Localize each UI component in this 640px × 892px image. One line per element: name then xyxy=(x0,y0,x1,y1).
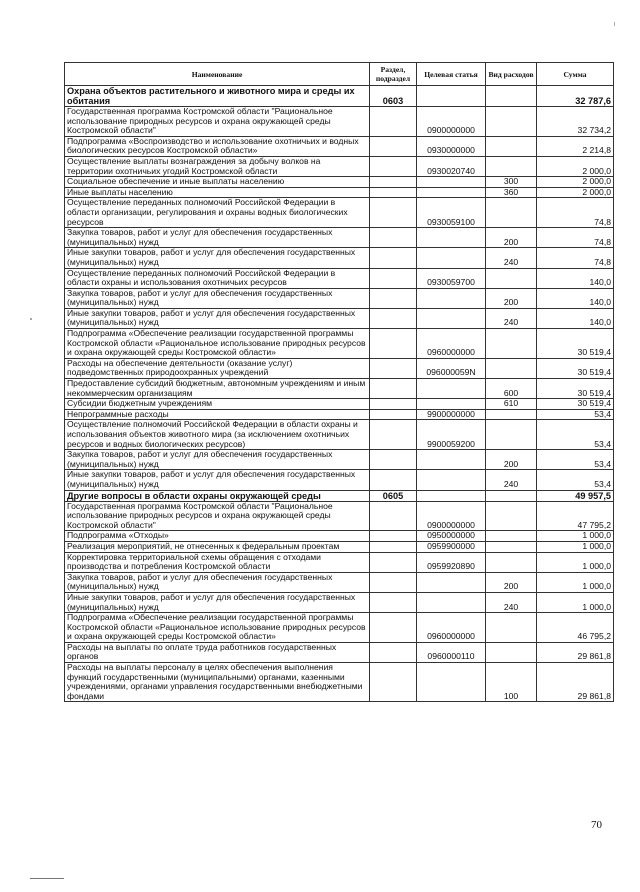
cell-name: Осуществление переданных полномочий Российской Федерации в области охраны и использования охотничьих ресурсов xyxy=(65,268,370,288)
cell-name: Осуществление полномочий Российской Федерации в области охраны и использования объектов животного мира (за исключением охотничьих ресурсов и водных биологических ресурсов) xyxy=(65,420,370,450)
cell-target: 0959900000 xyxy=(417,541,486,552)
cell-exp-type: 600 xyxy=(486,379,537,399)
cell-target xyxy=(417,470,486,490)
cell-name: Осуществление выплаты вознаграждения за добычу волков на территории охотничьих угодий Костромской области xyxy=(65,156,370,176)
table-row xyxy=(65,228,614,248)
table-row xyxy=(65,198,614,228)
cell-section xyxy=(370,198,417,228)
cell-target xyxy=(417,86,486,107)
table-row xyxy=(65,308,614,328)
cell-target: 0960000000 xyxy=(417,613,486,643)
table-row xyxy=(65,399,614,410)
cell-name: Подпрограмма «Воспроизводство и использование охотничьих и водных биологических ресурсов Костромской области» xyxy=(65,136,370,156)
table-row xyxy=(65,107,614,137)
cell-name: Социальное обеспечение и иные выплаты населению xyxy=(65,177,370,188)
cell-exp-type xyxy=(486,490,537,501)
table-row xyxy=(65,358,614,378)
cell-name: Подпрограмма «Обеспечение реализации государственной программы Костромской области «Рациональное использование природных ресурсов и охрана окружающей среды Костромской области» xyxy=(65,329,370,359)
header-sum: Сумма xyxy=(537,63,614,86)
scan-speck xyxy=(30,318,32,320)
table-row xyxy=(65,268,614,288)
cell-target: 9900000000 xyxy=(417,409,486,420)
cell-exp-type xyxy=(486,86,537,107)
cell-exp-type xyxy=(486,198,537,228)
cell-name: Другие вопросы в области охраны окружающей среды xyxy=(65,490,370,501)
cell-target: 0930059100 xyxy=(417,198,486,228)
table-row xyxy=(65,329,614,359)
header-section: Раздел, подраздел xyxy=(370,63,417,86)
cell-section xyxy=(370,358,417,378)
cell-target: 0930000000 xyxy=(417,136,486,156)
cell-exp-type xyxy=(486,136,537,156)
cell-exp-type xyxy=(486,642,537,662)
cell-name: Реализация мероприятий, не отнесенных к федеральным проектам xyxy=(65,541,370,552)
cell-name: Иные закупки товаров, работ и услуг для обеспечения государственных (муниципальных) нужд xyxy=(65,592,370,612)
cell-exp-type: 240 xyxy=(486,470,537,490)
table-body xyxy=(65,86,614,702)
cell-target: 0950000000 xyxy=(417,531,486,542)
cell-exp-type xyxy=(486,156,537,176)
cell-name: Государственная программа Костромской области "Рациональное использование природных ресурсов и охрана окружающей среды Костромской области" xyxy=(65,501,370,531)
cell-exp-type xyxy=(486,541,537,552)
cell-section xyxy=(370,107,417,137)
cell-sum: 47 795,2 xyxy=(537,501,614,531)
cell-sum: 30 519,4 xyxy=(537,379,614,399)
cell-target xyxy=(417,663,486,702)
cell-name: Осуществление переданных полномочий Российской Федерации в области организации, регулирования и охраны водных биологических ресурсов xyxy=(65,198,370,228)
cell-exp-type xyxy=(486,613,537,643)
table-row xyxy=(65,592,614,612)
cell-name: Непрограммные расходы xyxy=(65,409,370,420)
cell-exp-type: 300 xyxy=(486,177,537,188)
cell-exp-type xyxy=(486,420,537,450)
cell-name: Расходы на выплаты персоналу в целях обеспечения выполнения функций государственными (муниципальными) органами, казенными учреждениями, органами управления государственными внебюджетными фондами xyxy=(65,663,370,702)
cell-name: Государственная программа Костромской области "Рациональное использование природных ресурсов и охрана окружающей среды Костромской области" xyxy=(65,107,370,137)
cell-exp-type: 240 xyxy=(486,592,537,612)
cell-exp-type: 240 xyxy=(486,308,537,328)
cell-target xyxy=(417,379,486,399)
cell-section xyxy=(370,531,417,542)
cell-target: 0900000000 xyxy=(417,107,486,137)
table-row xyxy=(65,531,614,542)
cell-sum: 53,4 xyxy=(537,450,614,470)
cell-name: Расходы на выплаты по оплате труда работников государственных органов xyxy=(65,642,370,662)
budget-table xyxy=(64,62,614,702)
cell-exp-type xyxy=(486,329,537,359)
cell-section xyxy=(370,450,417,470)
cell-section: 0603 xyxy=(370,86,417,107)
cell-name: Корректировка территориальной схемы обращения с отходами производства и потребления Костромской области xyxy=(65,552,370,572)
cell-exp-type xyxy=(486,358,537,378)
cell-section xyxy=(370,156,417,176)
cell-sum: 32 787,6 xyxy=(537,86,614,107)
cell-section xyxy=(370,501,417,531)
cell-target xyxy=(417,308,486,328)
cell-sum: 74,8 xyxy=(537,228,614,248)
cell-name: Иные закупки товаров, работ и услуг для обеспечения государственных (муниципальных) нужд xyxy=(65,308,370,328)
cell-sum: 30 519,4 xyxy=(537,329,614,359)
table-row xyxy=(65,187,614,198)
cell-target xyxy=(417,450,486,470)
table-row xyxy=(65,420,614,450)
cell-name: Расходы на обеспечение деятельности (оказание услуг) подведомственных природоохранных учреждений xyxy=(65,358,370,378)
cell-section xyxy=(370,613,417,643)
cell-section xyxy=(370,248,417,268)
cell-target xyxy=(417,490,486,501)
table-row xyxy=(65,450,614,470)
table-header-row xyxy=(65,63,614,86)
cell-sum: 2 214,8 xyxy=(537,136,614,156)
cell-name: Иные закупки товаров, работ и услуг для обеспечения государственных (муниципальных) нужд xyxy=(65,248,370,268)
cell-target xyxy=(417,572,486,592)
cell-target xyxy=(417,187,486,198)
cell-exp-type xyxy=(486,107,537,137)
cell-target: 0930059700 xyxy=(417,268,486,288)
cell-section xyxy=(370,552,417,572)
cell-sum: 1 000,0 xyxy=(537,541,614,552)
cell-exp-type: 200 xyxy=(486,288,537,308)
cell-target: 0960000110 xyxy=(417,642,486,662)
table-row xyxy=(65,156,614,176)
cell-sum: 1 000,0 xyxy=(537,592,614,612)
header-exp-type: Вид расходов xyxy=(486,63,537,86)
cell-section xyxy=(370,308,417,328)
cell-name: Закупка товаров, работ и услуг для обеспечения государственных (муниципальных) нужд xyxy=(65,572,370,592)
cell-sum: 2 000,0 xyxy=(537,156,614,176)
header-name: Наименование xyxy=(65,63,370,86)
cell-section xyxy=(370,409,417,420)
cell-name: Подпрограмма «Обеспечение реализации государственной программы Костромской области «Рациональное использование природных ресурсов и охрана окружающей среды Костромской области» xyxy=(65,613,370,643)
cell-target: 0930020740 xyxy=(417,156,486,176)
table-row xyxy=(65,248,614,268)
table-row xyxy=(65,379,614,399)
cell-target: 0960000000 xyxy=(417,329,486,359)
cell-sum: 140,0 xyxy=(537,308,614,328)
cell-exp-type: 200 xyxy=(486,572,537,592)
cell-sum: 29 861,8 xyxy=(537,642,614,662)
cell-sum: 1 000,0 xyxy=(537,572,614,592)
cell-section xyxy=(370,470,417,490)
cell-exp-type xyxy=(486,552,537,572)
cell-sum: 46 795,2 xyxy=(537,613,614,643)
cell-sum: 74,8 xyxy=(537,248,614,268)
cell-target xyxy=(417,592,486,612)
cell-section xyxy=(370,592,417,612)
cell-name: Подпрограмма «Отходы» xyxy=(65,531,370,542)
cell-name: Иные закупки товаров, работ и услуг для обеспечения государственных (муниципальных) нужд xyxy=(65,470,370,490)
cell-section xyxy=(370,379,417,399)
table-row xyxy=(65,409,614,420)
cell-exp-type: 240 xyxy=(486,248,537,268)
cell-section xyxy=(370,329,417,359)
cell-sum: 30 519,4 xyxy=(537,399,614,410)
table-row xyxy=(65,288,614,308)
cell-sum: 1 000,0 xyxy=(537,531,614,542)
cell-exp-type xyxy=(486,409,537,420)
cell-target xyxy=(417,228,486,248)
cell-sum: 49 957,5 xyxy=(537,490,614,501)
cell-name: Иные выплаты населению xyxy=(65,187,370,198)
cell-section xyxy=(370,663,417,702)
cell-name: Охрана объектов растительного и животного мира и среды их обитания xyxy=(65,86,370,107)
cell-exp-type xyxy=(486,501,537,531)
cell-section xyxy=(370,288,417,308)
cell-name: Предоставление субсидий бюджетным, автономным учреждениям и иным некоммерческим организациям xyxy=(65,379,370,399)
cell-name: Закупка товаров, работ и услуг для обеспечения государственных (муниципальных) нужд xyxy=(65,288,370,308)
cell-sum: 53,4 xyxy=(537,420,614,450)
cell-exp-type: 610 xyxy=(486,399,537,410)
table-row xyxy=(65,470,614,490)
cell-sum: 53,4 xyxy=(537,470,614,490)
cell-exp-type xyxy=(486,531,537,542)
cell-target xyxy=(417,248,486,268)
cell-target: 0959920890 xyxy=(417,552,486,572)
table-row xyxy=(65,613,614,643)
cell-sum: 30 519,4 xyxy=(537,358,614,378)
cell-exp-type: 360 xyxy=(486,187,537,198)
cell-section xyxy=(370,541,417,552)
cell-section xyxy=(370,177,417,188)
table-row xyxy=(65,86,614,107)
cell-sum: 2 000,0 xyxy=(537,187,614,198)
table-row xyxy=(65,136,614,156)
table-row xyxy=(65,572,614,592)
cell-sum: 29 861,8 xyxy=(537,663,614,702)
cell-section xyxy=(370,187,417,198)
cell-section xyxy=(370,136,417,156)
cell-exp-type xyxy=(486,268,537,288)
cell-section: 0605 xyxy=(370,490,417,501)
table-row xyxy=(65,663,614,702)
cell-target: 9900059200 xyxy=(417,420,486,450)
page-number: 70 xyxy=(591,819,602,831)
cell-section xyxy=(370,228,417,248)
cell-sum: 74,8 xyxy=(537,198,614,228)
cell-sum: 140,0 xyxy=(537,268,614,288)
cell-section xyxy=(370,572,417,592)
table-row xyxy=(65,541,614,552)
header-target: Целевая статья xyxy=(417,63,486,86)
cell-target xyxy=(417,177,486,188)
scan-tick-mark xyxy=(614,22,615,26)
scan-line-mark xyxy=(30,878,64,879)
cell-sum: 1 000,0 xyxy=(537,552,614,572)
cell-target: 096000059N xyxy=(417,358,486,378)
cell-name: Субсидии бюджетным учреждениям xyxy=(65,399,370,410)
cell-section xyxy=(370,642,417,662)
cell-exp-type: 200 xyxy=(486,450,537,470)
cell-section xyxy=(370,268,417,288)
cell-sum: 2 000,0 xyxy=(537,177,614,188)
cell-target: 0900000000 xyxy=(417,501,486,531)
cell-sum: 32 734,2 xyxy=(537,107,614,137)
cell-sum: 140,0 xyxy=(537,288,614,308)
table-row xyxy=(65,642,614,662)
cell-section xyxy=(370,420,417,450)
cell-sum: 53,4 xyxy=(537,409,614,420)
cell-name: Закупка товаров, работ и услуг для обеспечения государственных (муниципальных) нужд xyxy=(65,450,370,470)
cell-exp-type: 200 xyxy=(486,228,537,248)
table-row xyxy=(65,490,614,501)
cell-exp-type: 100 xyxy=(486,663,537,702)
table-row xyxy=(65,552,614,572)
cell-target xyxy=(417,399,486,410)
cell-target xyxy=(417,288,486,308)
cell-section xyxy=(370,399,417,410)
table-row xyxy=(65,501,614,531)
cell-name: Закупка товаров, работ и услуг для обеспечения государственных (муниципальных) нужд xyxy=(65,228,370,248)
table-row xyxy=(65,177,614,188)
